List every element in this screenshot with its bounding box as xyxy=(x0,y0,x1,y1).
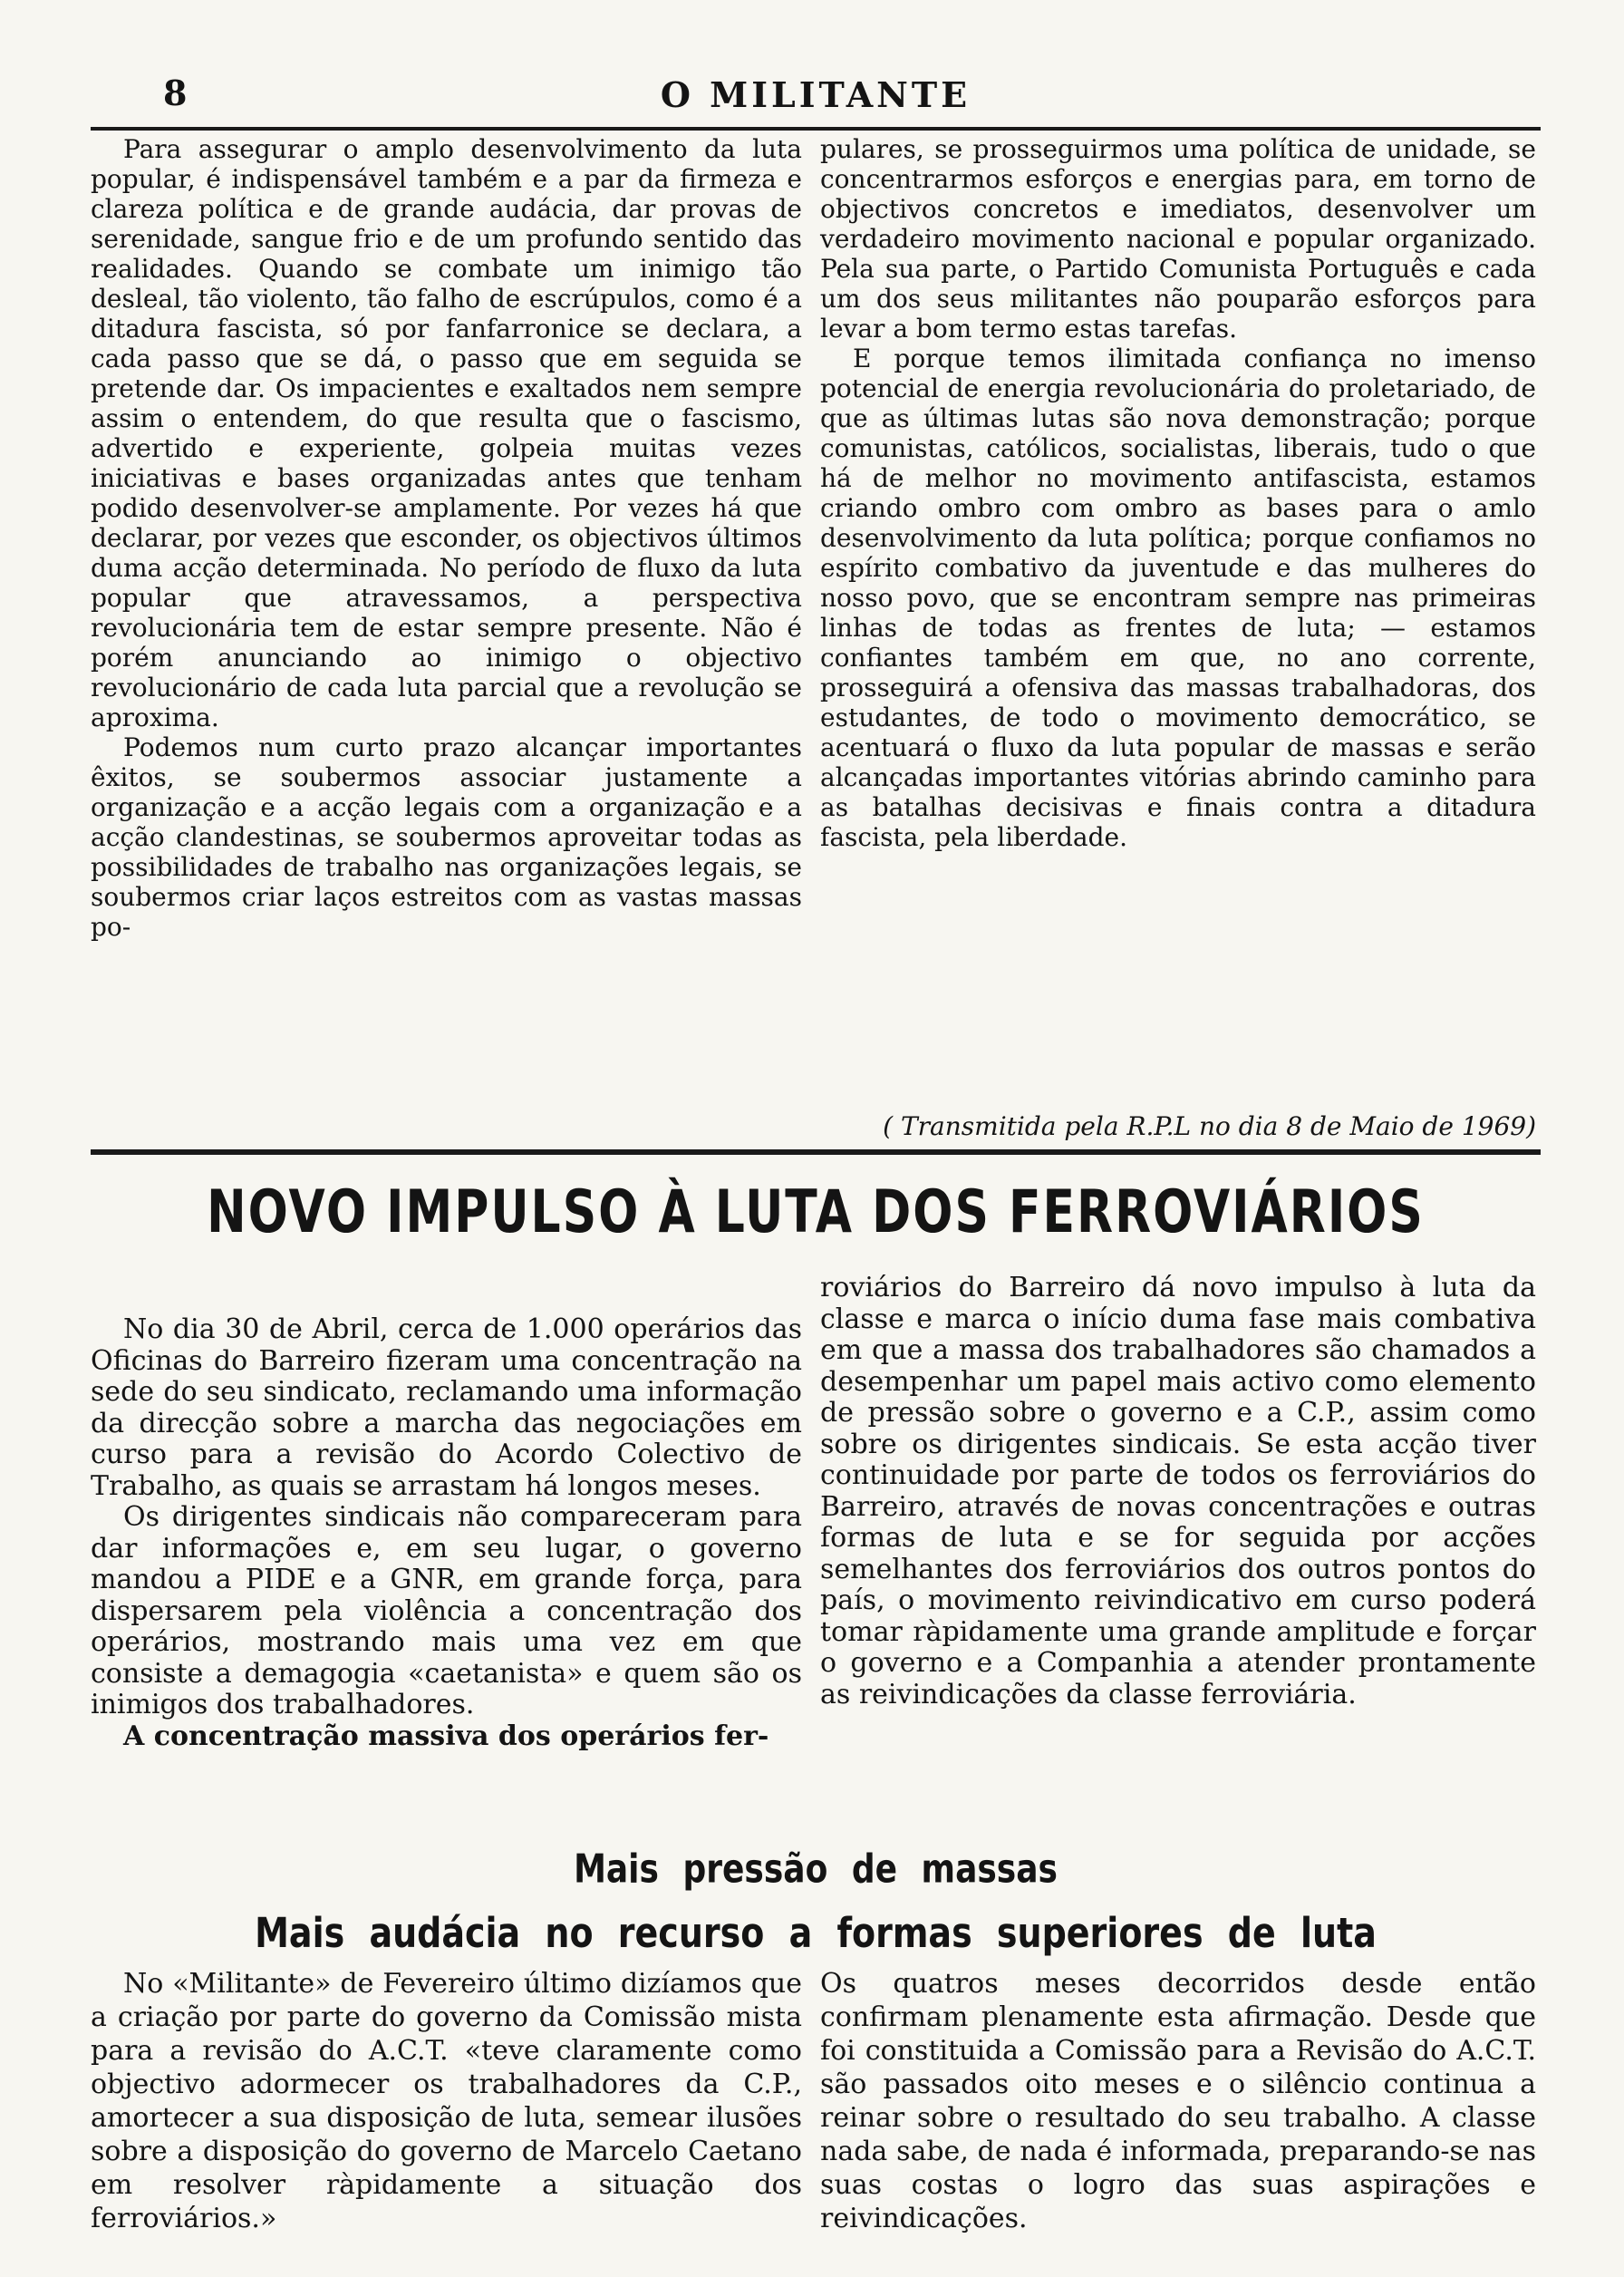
publication-title: O MILITANTE xyxy=(660,74,972,115)
top-article-left-column xyxy=(91,134,802,942)
paragraph: roviários do Barreiro dá novo impulso à luta da classe e marca o início duma fase mais combativa em que a massa dos trabalhadores são chamados a desempenhar um papel mais activo como elemento de pressão sobre o governo e a C.P., assim como sobre os dirigentes sindicais. Se esta acção tiver continuidade por parte de todos os ferroviários do Barreiro, através de novas concentrações e outras formas de luta e se for seguida por acções semelhantes dos ferroviários dos outros pontos do país, o movimento reivindicativo em curso poderá tomar ràpidamente uma grande amplitude e forçar o governo e a Companhia a atender prontamente as reivindicações da classe ferroviária. xyxy=(820,1272,1536,1710)
article3-right-column xyxy=(820,1967,1536,2235)
subheading-audacity: Mais audácia no recurso a formas superiores de luta xyxy=(255,1909,1377,1957)
top-article-right-column xyxy=(820,134,1536,852)
page-header xyxy=(91,73,1541,131)
article2-left-column xyxy=(91,1314,802,1752)
paragraph: No dia 30 de Abril, cerca de 1.000 operários das Oficinas do Barreiro fizeram uma concentração na sede do seu sindicato, reclamando uma informação da direcção sobre a marcha das negociações em curso para a revisão do Acordo Colectivo de Trabalho, as quais se arrastam há longos meses. xyxy=(91,1313,802,1502)
subheading-pressure: Mais pressão de massas xyxy=(574,1847,1058,1893)
article-headline: NOVO IMPULSO À LUTA DOS FERROVIÁRIOS xyxy=(207,1178,1425,1246)
paragraph: pulares, se prosseguirmos uma política de unidade, se concentrarmos esforços e energias para, em torno de objectivos concretos e imediatos, desenvolver um verdadeiro movimento nacional e popular organizado. Pela sua parte, o Partido Comunista Português e cada um dos seus militantes não pouparão esforços para levar a bom termo estas tarefas. xyxy=(820,134,1536,344)
paragraph: E porque temos ilimitada confiança no imenso potencial de energia revolucionária do proletariado, de que as últimas lutas são nova demonstração; porque comunistas, católicos, socialistas, liberais, tudo o que há de melhor no movimento antifascista, estamos criando ombro com ombro as bases para o amlo desenvolvimento da luta política; porque confiamos no espírito combativo da juventude e das mulheres do nosso povo, que se encontram sempre nas primeiras linhas de todas as frentes de luta; — estamos confiantes também em que, no ano corrente, prosseguirá a ofensiva das massas trabalhadoras, dos estudantes, de todo o movimento democrático, se acentuará o fluxo da luta popular de massas e serão alcançadas importantes vitórias abrindo caminho para as batalhas decisivas e finais contra a ditadura fascista, pela liberdade. xyxy=(820,344,1536,852)
section-divider xyxy=(91,1149,1541,1155)
paragraph: Para assegurar o amplo desenvolvimento da luta popular, é indispensável também e a par da firmeza e clareza política e de grande audácia, dar provas de serenidade, sangue frio e de um profundo sentido das realidades. Quando se combate um inimigo tão desleal, tão violento, tão falho de escrúpulos, como é a ditadura fascista, só por fanfarronice se declara, a cada passo que se dá, o passo que em seguida se pretende dar. Os impacientes e exaltados nem sempre assim o entendem, do que resulta que o fascismo, advertido e experiente, golpeia muitas vezes iniciativas e bases organizadas antes que tenham podido desenvolver-se amplamente. Por vezes há que declarar, por vezes que esconder, os objectivos últimos duma acção determinada. No período de fluxo da luta popular que atravessamos, a perspectiva revolucionária tem de estar sempre presente. Não é porém anunciando ao inimigo o objectivo revolucionário de cada luta parcial que a revolução se aproxima. xyxy=(91,134,802,732)
broadcast-credit: ( Transmitida pela R.P.L no dia 8 de Maio de 1969) xyxy=(883,1111,1536,1141)
paragraph: Podemos num curto prazo alcançar importantes êxitos, se soubermos associar justamente a organização e a acção legais com a organização e a acção clandestinas, se soubermos aproveitar todas as possibilidades de trabalho nas organizações legais, se soubermos criar laços estreitos com as vastas massas po- xyxy=(91,732,802,942)
article3-left-column xyxy=(91,1967,802,2235)
page-number: 8 xyxy=(163,73,188,113)
paragraph: Os dirigentes sindicais não compareceram para dar informações e, em seu lugar, o governo mandou a PIDE e a GNR, em grande força, para dispersarem pela violência a concentração dos operários, mostrando mais uma vez em que consiste a demagogia «caetanista» e quem são os inimigos dos trabalhadores. xyxy=(91,1501,802,1720)
article2-right-column xyxy=(820,1273,1536,1710)
paragraph: A concentração massiva dos operários fer- xyxy=(123,1720,769,1752)
paragraph: Os quatros meses decorridos desde então confirmam plenamente esta afirmação. Desde que foi constituida a Comissão para a Revisão do A.C.T. são passados oito meses e o silêncio continua a reinar sobre o resultado do seu trabalho. A classe nada sabe, de nada é informada, preparando-se nas suas costas o logro das suas aspirações e reivindicações. xyxy=(820,1968,1536,2234)
paragraph: No «Militante» de Fevereiro último dizíamos que a criação por parte do governo da Comissão mista para a revisão do A.C.T. «teve claramente como objectivo adormecer os trabalhadores da C.P., amortecer a sua disposição de luta, semear ilusões sobre a disposição do governo de Marcelo Caetano em resolver ràpidamente a situação dos ferroviários.» xyxy=(91,1968,802,2234)
